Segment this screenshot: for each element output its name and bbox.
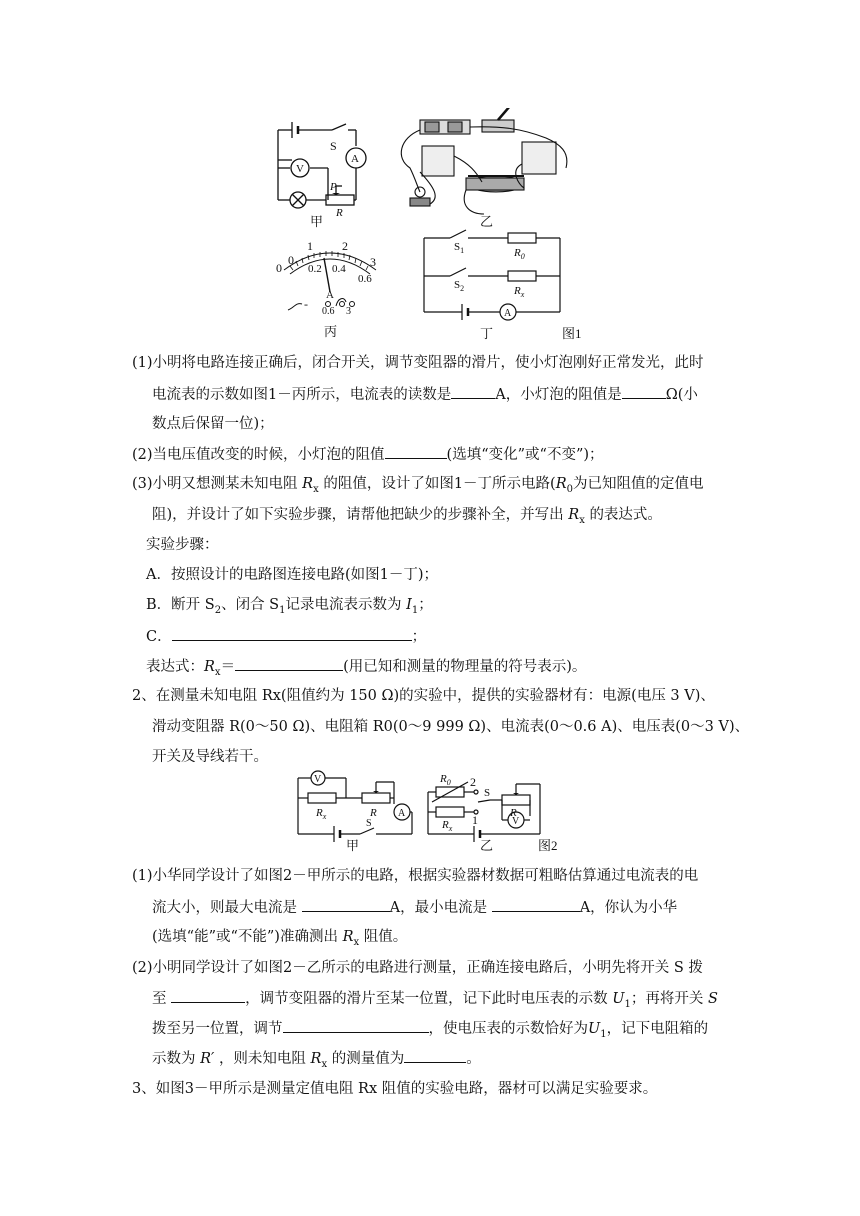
fig2-Rx-label: $R_x$ (316, 807, 327, 821)
meter-top-2: 2 (342, 239, 348, 253)
answer-blank-expression[interactable] (235, 656, 343, 671)
resistor-Rx-label: $R_x$ (514, 285, 525, 299)
switch-S2-label: $S_2$ (454, 279, 465, 293)
q2-p2-line3: 拨至另一位置，调节 ，使电压表的示数恰好为$U_1$，记下电阻箱的 (152, 1018, 708, 1045)
meter-bottom-0.4: 0.4 (332, 263, 346, 275)
apparatus-yi (401, 108, 567, 214)
ammeter-ticks (290, 251, 368, 270)
step-B: B．断开 $S_2$、闭合 $S_1$记录电流表示数为 $I_1$； (146, 597, 433, 616)
circuit-jia (278, 122, 366, 208)
answer-blank-min-current[interactable] (492, 897, 580, 912)
q1-p3-line1: (3)小明又想测某未知电阻 $R_x$ 的阻值，设计了如图1－丁所示电路($R_0$为已知阻值的定值电 (132, 476, 704, 495)
q3-line: 3、如图3－甲所示是测量定值电阻 Rx 阻值的实验电路，器材可以满足实验要求。 (132, 1081, 658, 1097)
expression-line: 表达式：$R_x=$ (用已知和测量的物理量的符号表示)。 (146, 656, 586, 683)
q2-intro-line1: 2、在测量未知电阻 Rx(阻值约为 150 Ω)的实验中，提供的实验器材有：电源(电压 3 V)、 (132, 688, 715, 704)
q2-intro-line2: 滑动变阻器 R(0～50 Ω)、电阻箱 R0(0～9 999 Ω)、电流表(0～0.6 A)、电压表(0～3 V)、 (152, 719, 750, 735)
meter-bottom-0.2: 0.2 (308, 263, 322, 275)
figure-1 (270, 108, 610, 344)
fig2-R-yi-label: R (510, 807, 517, 819)
answer-blank-max-current[interactable] (302, 897, 390, 912)
fig2-S-label: S (366, 818, 372, 829)
ammeter-needle (324, 258, 330, 292)
q2-intro-line3: 开关及导线若干。 (152, 749, 268, 765)
terminal-0.6: 0.6 (322, 306, 335, 317)
fig1-yi-label: 乙 (480, 214, 494, 229)
ammeter-dial-bing (284, 253, 376, 274)
answer-blank-adjust[interactable] (283, 1018, 429, 1033)
fig2-title: 图2 (538, 838, 558, 852)
rheostat-R-label: R (336, 207, 343, 219)
fig1-title: 图1 (562, 326, 582, 341)
fig1-bing-label: 丙 (324, 324, 338, 339)
fig2-yi-label: 乙 (480, 838, 494, 852)
fig2-pos-2: 2 (470, 775, 476, 789)
answer-blank-change[interactable] (385, 444, 447, 459)
q2-p2-line1: (2)小明同学设计了如图2－乙所示的电路进行测量，正确连接电路后，小明先将开关 S 拨 (132, 960, 703, 976)
slider-P-label: P (330, 181, 337, 193)
fig2-R0-label: $R_0$ (440, 773, 451, 787)
step-A: A．按照设计的电路图连接电路(如图1－丁)； (146, 567, 439, 583)
fig2-pos-1: 1 (472, 813, 478, 827)
answer-blank-resistance[interactable] (622, 384, 666, 399)
meter-top-1: 1 (307, 239, 313, 253)
q2-p1-line3: (选填“能”或“不能”)准确测出 $R_x$ 阻值。 (152, 929, 408, 948)
fig2-R-label: R (370, 807, 377, 819)
meter-bottom-0.6: 0.6 (358, 273, 372, 285)
fig2-S-yi-label: S (484, 787, 491, 799)
meter-zero: 0 (276, 261, 282, 275)
fig2-ammeter-label: A (398, 808, 406, 819)
q2-p1-line1: (1)小华同学设计了如图2－甲所示的电路，根据实验器材数据可粗略估算通过电流表的电 (132, 868, 699, 884)
q1-p1-line1: (1)小明将电路连接正确后，闭合开关，调节变阻器的滑片，使小灯泡刚好正常发光，此时 (132, 355, 704, 371)
fig2-voltmeter-label: V (314, 774, 322, 785)
q1-p1-line2: 电流表的示数如图1－丙所示，电流表的读数是 A，小灯泡的阻值是 Ω(小 (152, 384, 698, 405)
fig1-ding-label: 丁 (480, 326, 494, 341)
terminal-3: 3 (346, 306, 351, 317)
q2-p1-line2: 流大小，则最大电流是 A，最小电流是 A，你认为小华 (152, 897, 677, 918)
q1-p3-line2: 阻)，并设计了如下实验步骤，请帮他把缺少的步骤补全，并写出 $R_x$ 的表达式。 (152, 507, 662, 526)
fig2-jia-label: 甲 (346, 838, 360, 852)
q1-p1-line3: 数点后保留一位)； (152, 416, 274, 432)
meter-unit: A (326, 289, 334, 301)
terminal-minus: - (304, 297, 308, 311)
fig2-V-yi-label: V (512, 816, 520, 827)
fig2-Rx-yi-label: $R_x$ (442, 819, 453, 833)
switch-S1-label: $S_1$ (454, 241, 465, 255)
switch-S-label: S (330, 139, 337, 153)
answer-blank-switch-position[interactable] (171, 988, 245, 1003)
q2-p2-line4: 示数为 R′ ，则未知电阻 $R_x$ 的测量值为 。 (152, 1048, 481, 1075)
answer-blank-current[interactable] (451, 384, 495, 399)
circuit-ding (424, 230, 560, 320)
figure-2 (290, 770, 590, 852)
meter-top-3: 3 (370, 255, 376, 269)
ammeter-A-label: A (351, 153, 359, 165)
resistor-R0-label: $R_0$ (514, 247, 525, 261)
step-C: C． ； (146, 626, 426, 647)
q1-p2: (2)当电压值改变的时候，小灯泡的阻值 (选填“变化”或“不变”)； (132, 444, 604, 465)
answer-blank-stepC[interactable] (172, 626, 412, 641)
q2-p2-line2: 至 ，调节变阻器的滑片至某一位置，记下此时电压表的示数 $U_1$；再将开关 S (152, 988, 718, 1015)
meter-top-0: 0 (288, 253, 294, 267)
steps-title: 实验步骤： (146, 537, 219, 553)
ammeter-A-ding-label: A (504, 308, 512, 319)
voltmeter-V-label: V (296, 163, 304, 175)
answer-blank-measured-value[interactable] (404, 1048, 466, 1063)
fig1-jia-label: 甲 (310, 214, 324, 229)
